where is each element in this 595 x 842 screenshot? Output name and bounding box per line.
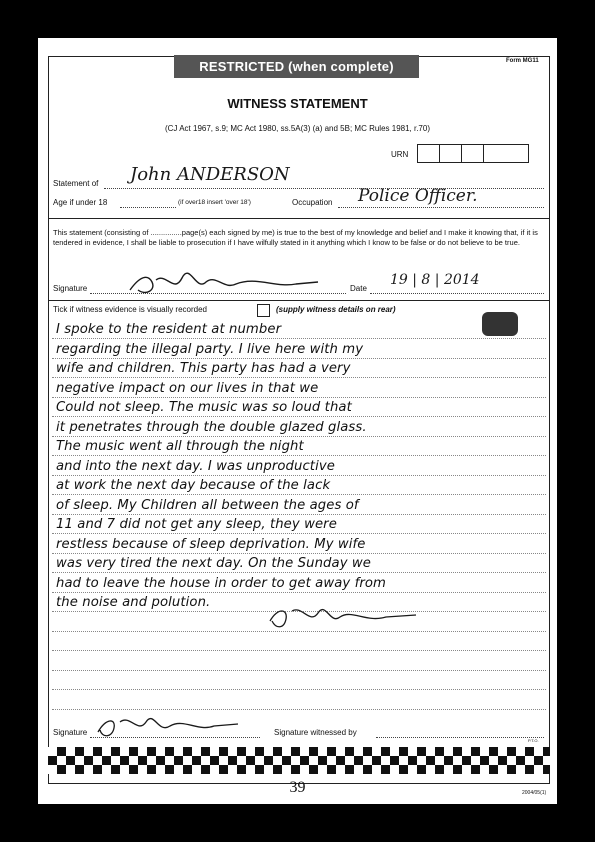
declaration-text: This statement (consisting of ...............page(s) each signed by me) is true to the best of my knowledge and belief and I make it knowing that, if it is tendered in evidence, I shall be liable to prosecution if I have wilfully stated in it anything which I know to be false or do not believe to be true. — [53, 228, 538, 247]
urn-box[interactable] — [461, 144, 484, 163]
statement-line: negative impact on our lives in that we — [56, 380, 319, 396]
witnessed-by-label: Signature witnessed by — [274, 728, 357, 737]
ruled-line — [52, 358, 546, 359]
age-line[interactable] — [120, 207, 176, 208]
legal-acts-reference: (CJ Act 1967, s.9; MC Act 1980, ss.5A(3) (a) and 5B; MC Rules 1981, r.70) — [164, 124, 430, 133]
date-label: Date — [350, 284, 367, 293]
section-divider — [48, 218, 550, 219]
age-hint: (if over18 insert 'over 18') — [178, 199, 251, 206]
statement-line: The music went all through the night — [56, 439, 304, 454]
statement-line: restless because of sleep deprivation. My wife — [56, 536, 366, 552]
statement-end-signature — [266, 603, 426, 631]
date-value[interactable]: 19 | 8 | 2014 — [390, 272, 480, 288]
statement-line: regarding the illegal party. I live here with my — [56, 341, 364, 357]
statement-line: was very tired the next day. On the Sunday we — [56, 556, 371, 571]
statement-line: it penetrates through the double glazed glass. — [56, 419, 367, 435]
ruled-line — [52, 338, 546, 339]
statement-line: Could not sleep. The music was so loud that — [56, 400, 352, 415]
statement-line: wife and children. This party has had a very — [56, 361, 351, 376]
statement-of-line — [104, 188, 544, 189]
ruled-line — [52, 377, 546, 378]
statement-line: at work the next day because of the lack — [56, 478, 331, 493]
statement-line: of sleep. My Children all between the ages of — [56, 497, 359, 513]
restricted-banner: RESTRICTED (when complete) — [174, 55, 419, 78]
ruled-line — [52, 455, 546, 456]
statement-line: I spoke to the resident at number — [56, 322, 282, 337]
statement-of-value[interactable]: John ANDERSON — [130, 164, 290, 185]
section-divider — [48, 300, 550, 301]
statement-line: and into the next day. I was unproductive — [56, 458, 335, 474]
checkered-band — [48, 747, 550, 774]
footer-signature-label: Signature — [53, 728, 88, 737]
statement-line: the noise and polution. — [56, 595, 211, 610]
occupation-label: Occupation — [292, 198, 333, 207]
footer-signature-scribble — [94, 712, 244, 740]
witness-statement-page — [38, 38, 557, 804]
ruled-line — [52, 397, 546, 398]
date-line — [370, 293, 544, 294]
visual-record-checkbox[interactable] — [257, 304, 270, 317]
ruled-line — [52, 553, 546, 554]
ruled-line — [52, 514, 546, 515]
form-code: 2004/05(1) — [522, 790, 547, 796]
urn-label: URN — [391, 150, 409, 159]
ruled-line — [52, 436, 546, 437]
ruled-line — [52, 416, 546, 417]
ruled-line — [52, 709, 546, 710]
statement-line: 11 and 7 did not get any sleep, they were — [56, 517, 337, 532]
form-title: WITNESS STATEMENT — [227, 96, 368, 111]
occupation-line — [338, 207, 544, 208]
page-number: 39 — [289, 779, 306, 796]
ruled-line — [52, 689, 546, 690]
urn-field[interactable] — [418, 144, 529, 163]
urn-box[interactable] — [439, 144, 462, 163]
visual-record-label: Tick if witness evidence is visually recorded — [53, 305, 207, 314]
witnessed-by-line[interactable] — [376, 737, 544, 738]
statement-line: had to leave the house in order to get away from — [56, 575, 386, 591]
form-number: Form MG11 — [506, 58, 539, 64]
ruled-line — [52, 592, 546, 593]
ruled-line — [52, 494, 546, 495]
pto-note: P.T.O. — [528, 738, 539, 743]
statement-of-label: Statement of — [53, 179, 99, 188]
ruled-line — [52, 533, 546, 534]
urn-box[interactable] — [483, 144, 529, 163]
signature-scribble — [126, 270, 326, 298]
ruled-line — [52, 475, 546, 476]
ruled-line — [52, 650, 546, 651]
signature-label: Signature — [53, 284, 88, 293]
redaction-mark — [482, 312, 518, 336]
urn-box[interactable] — [417, 144, 440, 163]
ruled-line — [52, 670, 546, 671]
occupation-value[interactable]: Police Officer. — [358, 186, 478, 206]
ruled-line — [52, 572, 546, 573]
visual-record-note: (supply witness details on rear) — [276, 305, 396, 314]
age-label: Age if under 18 — [53, 198, 108, 207]
